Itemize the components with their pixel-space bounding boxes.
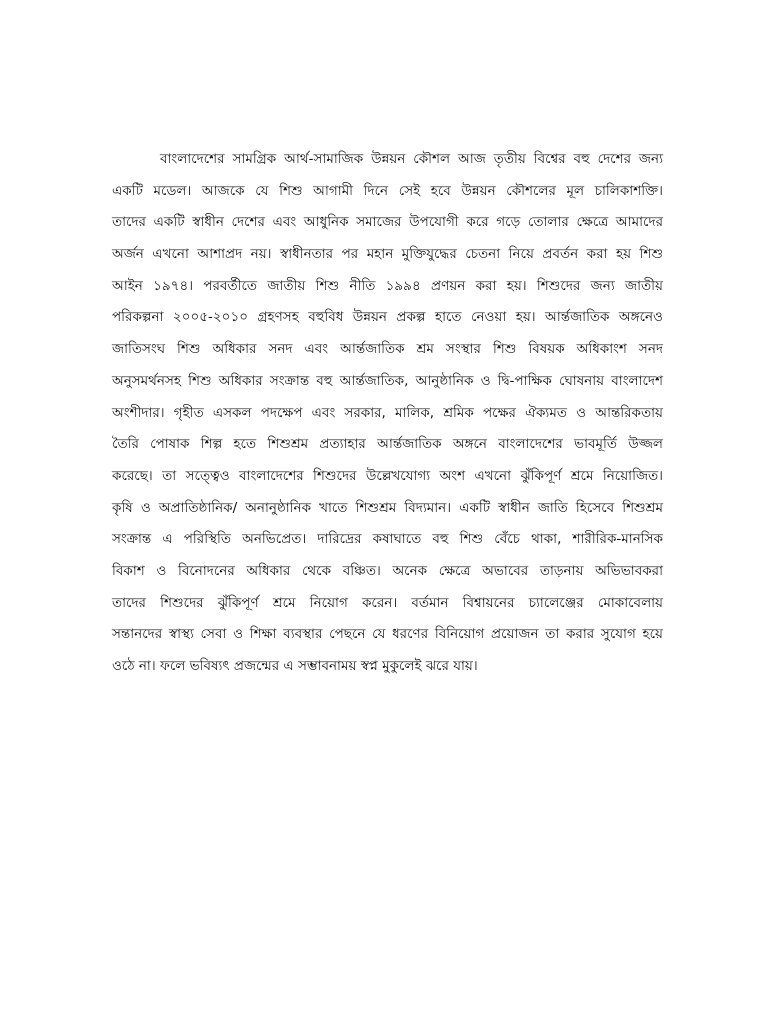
paragraph-line: একটি মডেল। আজকে যে শিশু আগামী দিনে সেই হবে উন্নয়ন কৌশলের মূল চালিকাশক্তি। bbox=[112, 182, 663, 199]
paragraph-line: বাংলাদেশের সামগ্রিক আর্থ-সামাজিক উন্নয়ন কৌশল আজ তৃতীয় বিশ্বের বহু দেশের জন্য bbox=[160, 151, 663, 167]
paragraph-line: পরিকল্পনা ২০০৫-২০১০ গ্রহণসহ বহুবিধ উন্নয়ন প্রকল্প হাতে নেওয়া হয়। আর্ন্তজাতিক অঙ্গনেও bbox=[112, 309, 663, 326]
paragraph-line: বিকাশ ও বিনোদনের অধিকার থেকে বঞ্চিত। অনেক ক্ষেত্রে অভাবের তাড়নায় অভিভাবকরা bbox=[112, 562, 663, 579]
paragraph-line: অর্জন এখনো আশাপ্রদ নয়। স্বাধীনতার পর মহান মুক্তিযুদ্ধের চেতনা নিয়ে প্রবর্তন করা হয় শিশু bbox=[112, 246, 663, 263]
paragraph-line: আইন ১৯৭৪। পরবর্তীতে জাতীয় শিশু নীতি ১৯৯৪ প্রণয়ন করা হয়। শিশুদের জন্য জাতীয় bbox=[112, 277, 663, 294]
paragraph-line: সংক্রান্ত এ পরিস্থিতি অনভিপ্রেত। দারিদ্রের কষাঘাতে বহু শিশু বেঁচে থাকা, শারীরিক-মানসিক bbox=[112, 531, 663, 548]
paragraph-line: অনুসমর্থনসহ শিশু অধিকার সংক্রান্ত বহু আর্ন্তজাতিক, আনুষ্ঠানিক ও দ্বি-পাক্ষিক ঘোষনায় বাংলাদেশ bbox=[112, 372, 663, 389]
paragraph-line: অংশীদার। গৃহীত এসকল পদক্ষেপ এবং সরকার, মালিক, শ্রমিক পক্ষের ঐক্যমত ও আন্তরিকতায় bbox=[112, 404, 663, 421]
paragraph-line: সন্তানদের স্বাস্থ্য সেবা ও শিক্ষা ব্যবস্থার পেছনে যে ধরণের বিনিয়োগ প্রয়োজন তা করার সুযোগ হয়ে bbox=[112, 626, 663, 643]
paragraph-line: তৈরি পোষাক শিল্প হতে শিশুশ্রম প্রত্যাহার আর্ন্তজাতিক অঙ্গনে বাংলাদেশের ভাবমূর্তি উজ্জল bbox=[112, 436, 663, 453]
body-paragraph bbox=[112, 148, 663, 687]
paragraph-line: জাতিসংঘ শিশু অধিকার সনদ এবং আর্ন্তজাতিক শ্রম সংস্থার শিশু বিষয়ক অধিকাংশ সনদ bbox=[112, 341, 663, 358]
paragraph-line: কৃষি ও অপ্রাতিষ্ঠানিক/ অনানুষ্ঠানিক খাতে শিশুশ্রম বিদ্যমান। একটি স্বাধীন জাতি হিসেবে শিশুশ্রম bbox=[112, 499, 663, 516]
paragraph-line: তাদের একটি স্বাধীন দেশের এবং আধুনিক সমাজের উপযোগী করে গড়ে তোলার ক্ষেত্রে আমাদের bbox=[112, 214, 663, 231]
paragraph-line: ওঠে না। ফলে ভবিষ্যৎ প্রজন্মের এ সম্ভাবনাময় স্বপ্ন মুকুলেই ঝরে যায়। bbox=[112, 658, 478, 674]
paragraph-line: তাদের শিশুদের ঝুঁকিপূর্ণ শ্রমে নিয়োগ করেন। বর্তমান বিশ্বায়নের চ্যালেঞ্জের মোকাবেলায় bbox=[112, 594, 663, 611]
paragraph-line: করেছে। তা সত্ত্বেও বাংলাদেশের শিশুদের উল্লেখযোগ্য অংশ এখনো ঝুঁকিপূর্ণ শ্রমে নিয়োজিত। bbox=[112, 467, 663, 484]
